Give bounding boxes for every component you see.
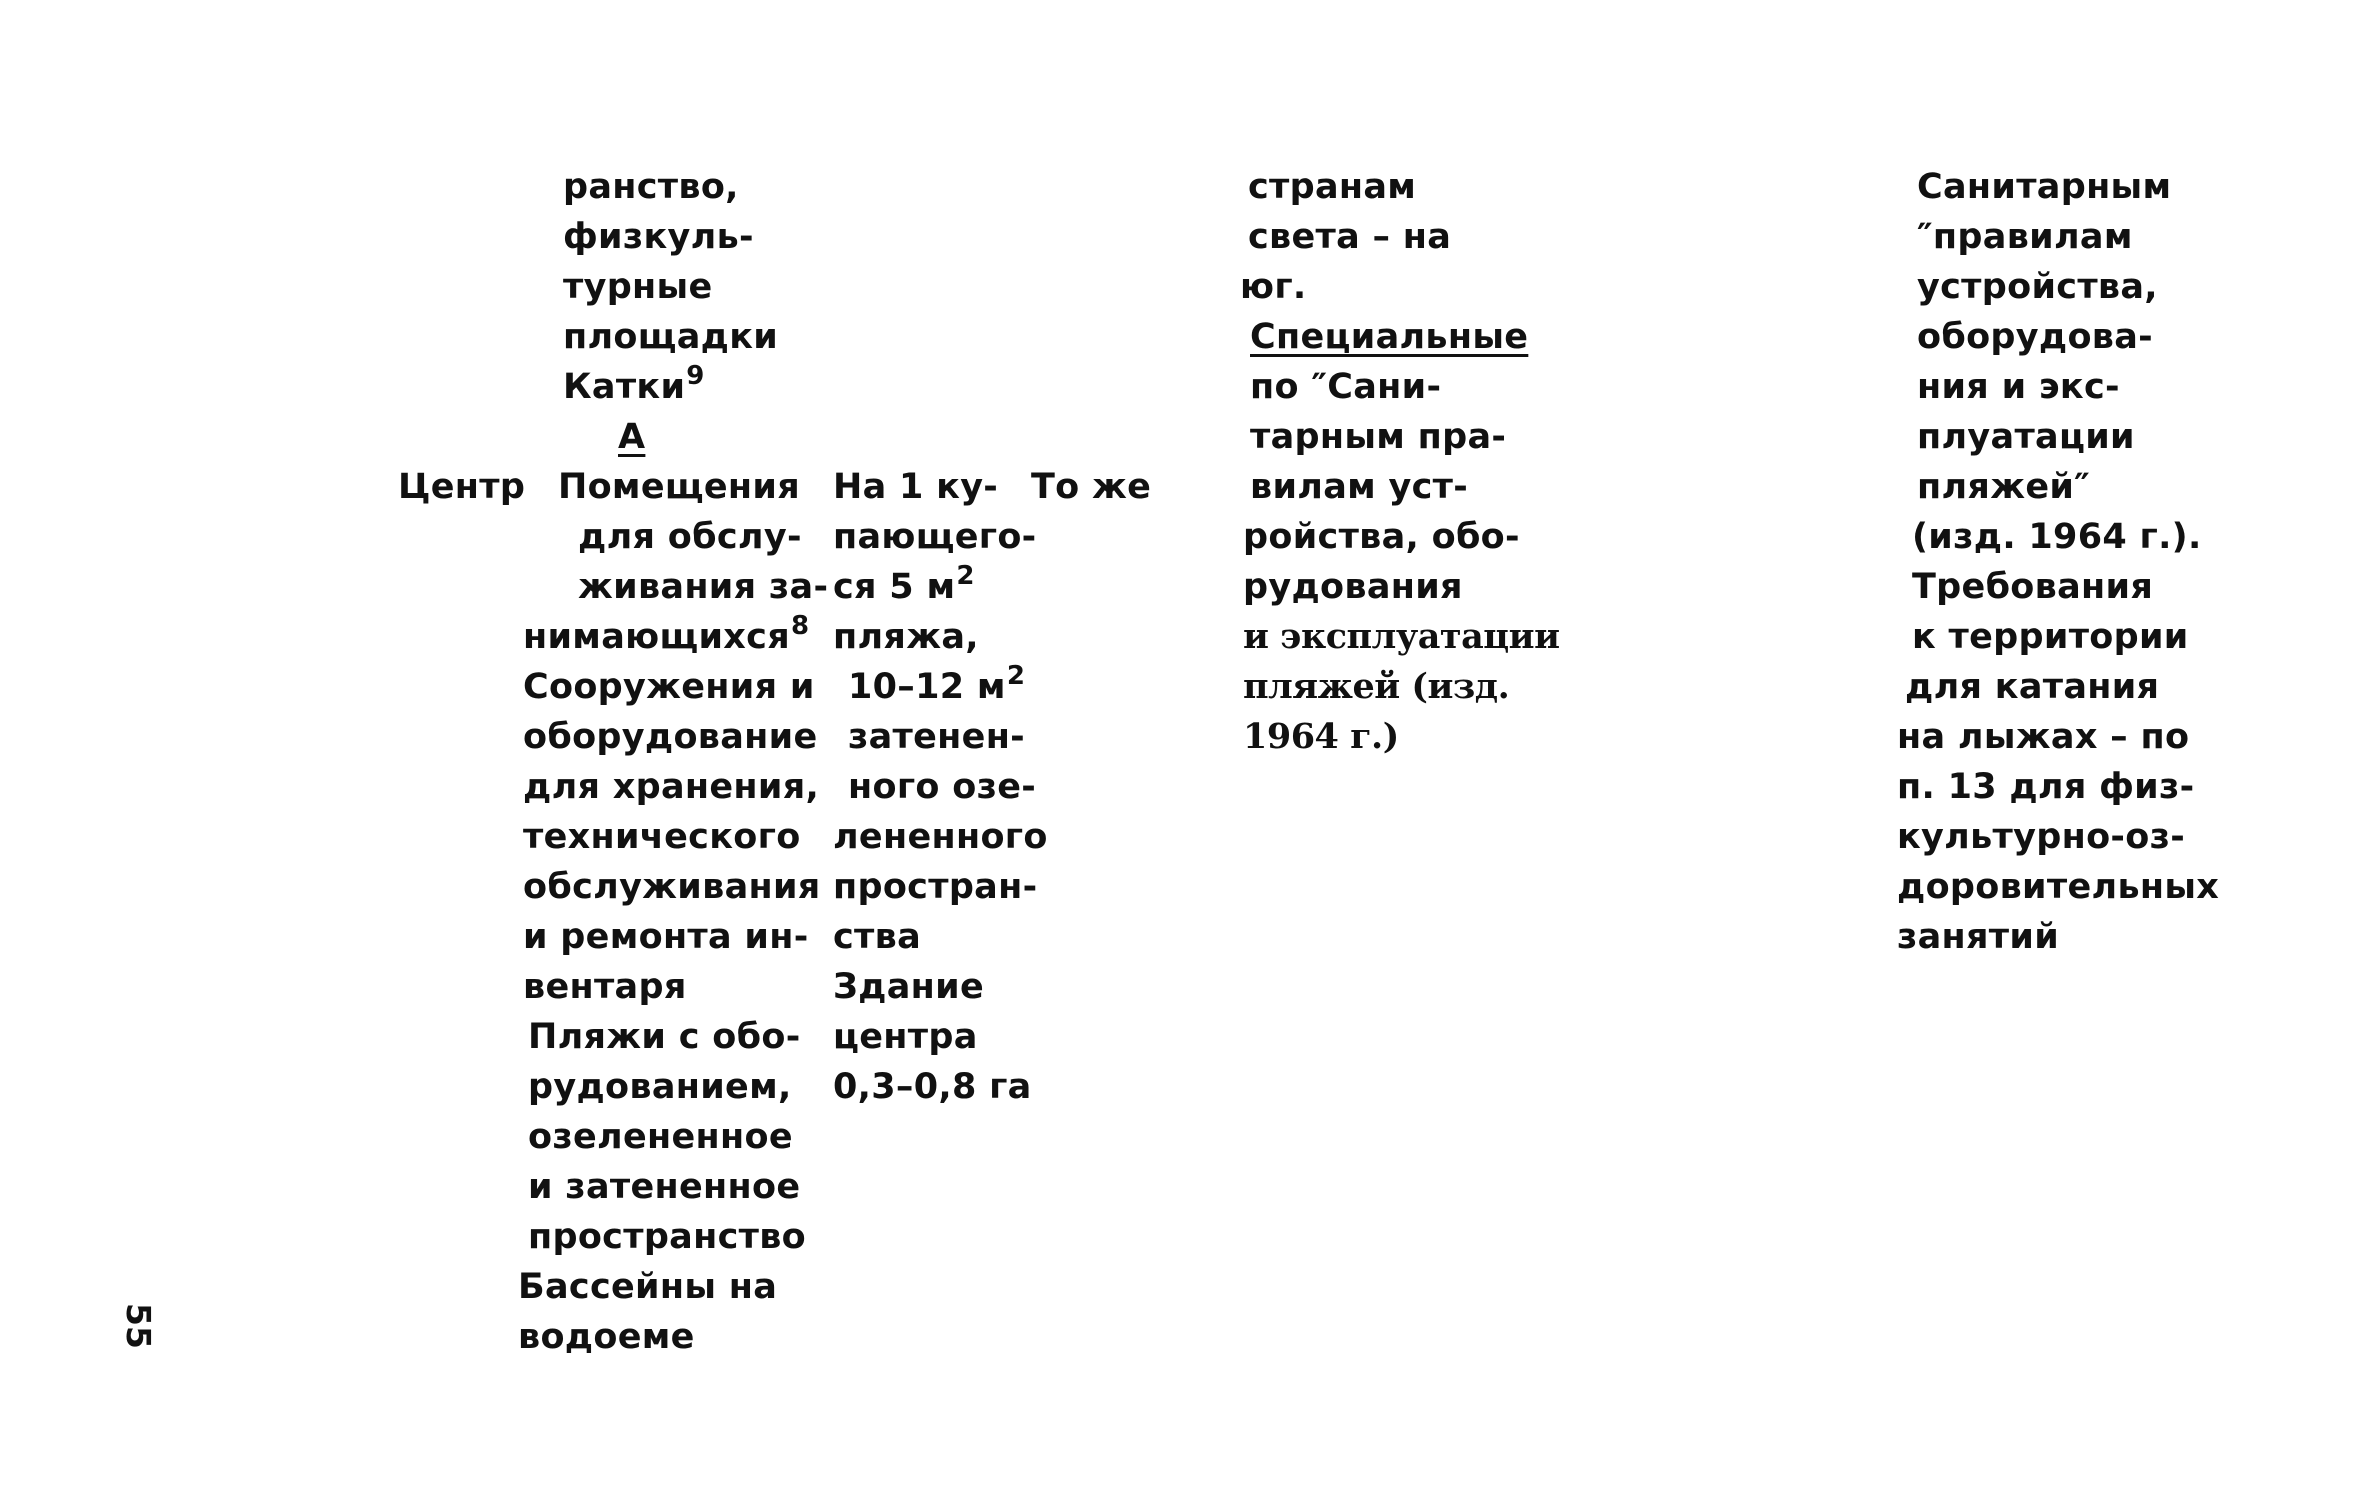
- objects-line: пространство: [528, 1217, 806, 1257]
- same-as-note: То же: [1031, 467, 1152, 507]
- norms-line-area: [848, 661, 1026, 707]
- sources-line: оборудова-: [1917, 317, 2154, 357]
- objects-line: Сооружения и: [523, 667, 815, 707]
- superscript: 2: [956, 561, 975, 591]
- sources-line: культурно-оз-: [1897, 817, 2186, 857]
- objects-line: площадки: [563, 317, 779, 357]
- requirements-line: и эксплуатации: [1243, 616, 1560, 657]
- norms-line: простран-: [833, 867, 1038, 907]
- objects-line: живания за-: [578, 567, 829, 607]
- objects-line: и ремонта ин-: [523, 917, 809, 957]
- sources-line: для катания: [1905, 667, 2160, 707]
- objects-line: вентаря: [523, 967, 687, 1007]
- sources-line: плуатации: [1917, 417, 2135, 457]
- norms-line-area: [833, 561, 975, 607]
- objects-line: турные: [563, 267, 713, 307]
- sources-line: пляжей″: [1917, 467, 2091, 507]
- sources-line: к территории: [1912, 617, 2189, 657]
- sources-line: Требования: [1912, 567, 2154, 607]
- objects-line: обслуживания: [523, 867, 821, 907]
- norms-line: На 1 ку-: [833, 467, 999, 507]
- objects-line: оборудование: [523, 717, 818, 757]
- objects-line: Помещения: [558, 467, 800, 507]
- requirements-line: света – на: [1248, 217, 1452, 257]
- objects-line: и затененное: [528, 1167, 801, 1207]
- sources-line: п. 13 для физ-: [1897, 767, 2195, 807]
- sources-line: устройства,: [1917, 267, 2158, 307]
- requirements-line: ройства, обо-: [1243, 517, 1520, 557]
- requirements-line: странам: [1248, 167, 1417, 207]
- requirements-line: рудования: [1243, 567, 1463, 607]
- superscript: 2: [1006, 661, 1026, 691]
- norms-line: пляжа,: [833, 617, 979, 657]
- requirements-line: вилам уст-: [1250, 467, 1469, 507]
- footnote-marker: 9: [686, 361, 705, 391]
- zan-label: нимающихся: [523, 617, 790, 657]
- norms-line: 0,3–0,8 га: [833, 1067, 1032, 1107]
- requirements-line: юг.: [1240, 267, 1307, 307]
- sources-line: (изд. 1964 г.).: [1912, 517, 2202, 557]
- objects-line: Бассейны на: [518, 1267, 778, 1307]
- katki-label: Катки: [563, 367, 686, 407]
- footnote-marker: 8: [790, 611, 810, 641]
- requirements-line: тарным пра-: [1250, 417, 1507, 457]
- norms-line: центра: [833, 1017, 978, 1057]
- objects-line-katki: [563, 361, 705, 407]
- norms-area-text: ся 5 м: [833, 567, 956, 607]
- sources-line: Санитарным: [1917, 167, 2172, 207]
- sources-line: доровительных: [1897, 867, 2220, 907]
- norms-line: ного озе-: [848, 767, 1037, 807]
- objects-line: для обслу-: [578, 517, 802, 557]
- objects-line: ранство,: [563, 167, 739, 207]
- objects-line: технического: [523, 817, 801, 857]
- sources-line: занятий: [1897, 917, 2060, 957]
- objects-line: физкуль-: [563, 217, 754, 257]
- sources-line: ния и экс-: [1917, 367, 2120, 407]
- norms-area-text: 10–12 м: [848, 667, 1006, 707]
- objects-line: озелененное: [528, 1117, 793, 1157]
- norms-line: пающего-: [833, 517, 1037, 557]
- requirements-line: пляжей (изд.: [1243, 666, 1510, 707]
- facility-name-center: Центр: [398, 467, 526, 507]
- objects-line: Пляжи с обо-: [528, 1017, 801, 1057]
- requirements-line: по ″Сани-: [1250, 367, 1442, 407]
- objects-line: для хранения,: [523, 767, 820, 807]
- objects-line: водоеме: [518, 1317, 695, 1357]
- sources-line: ″правилам: [1917, 217, 2133, 257]
- special-requirements-heading: Специальные: [1250, 317, 1529, 357]
- norms-line: лененного: [833, 817, 1048, 857]
- objects-line: рудованием,: [528, 1067, 792, 1107]
- sources-line: на лыжах – по: [1897, 717, 2190, 757]
- section-letter: А: [618, 417, 646, 457]
- requirements-line: 1964 г.): [1243, 716, 1399, 757]
- page-number: 55: [119, 1303, 158, 1349]
- objects-line-zan: [523, 611, 810, 657]
- norms-line: ства: [833, 917, 921, 957]
- norms-line: затенен-: [848, 717, 1026, 757]
- norms-line: Здание: [833, 967, 984, 1007]
